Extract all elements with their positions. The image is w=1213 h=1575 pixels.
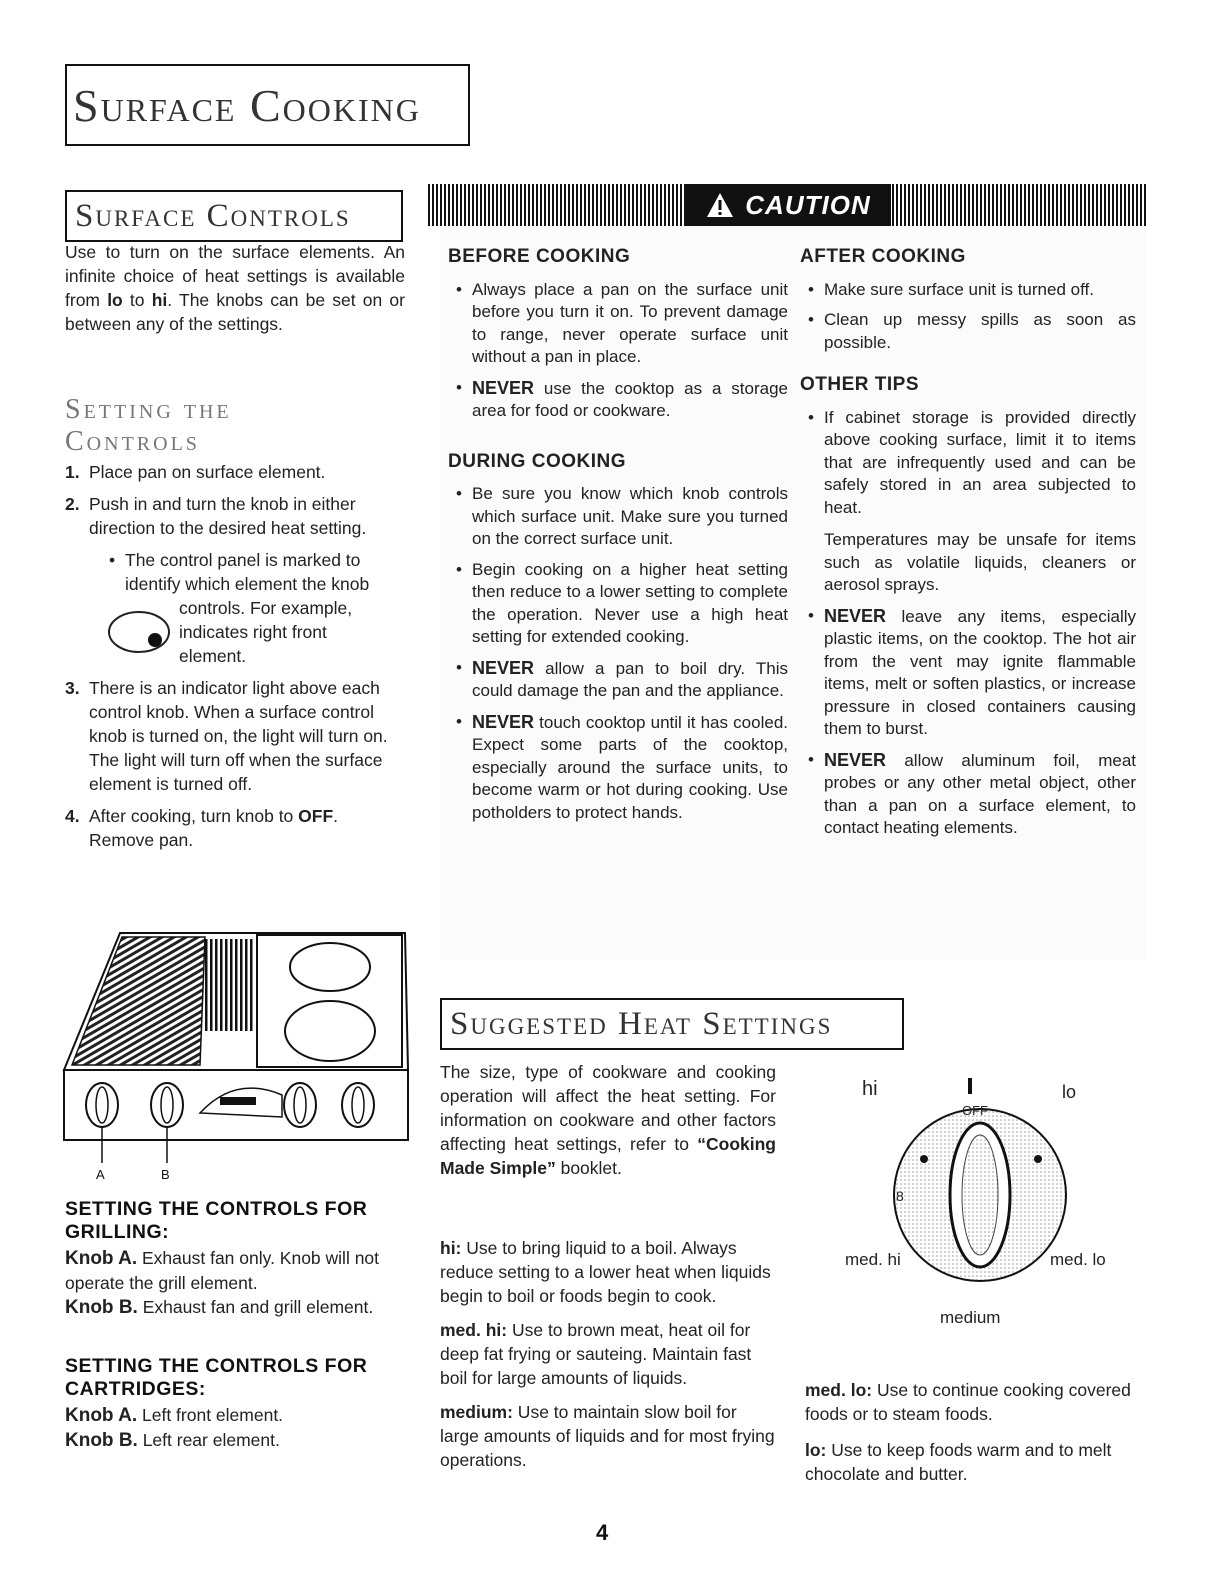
- dial-off-mark: [968, 1078, 972, 1094]
- caution-banner: CAUTION: [428, 184, 1148, 226]
- page-number: 4: [596, 1520, 609, 1545]
- dial-label-med-lo: med. lo: [1050, 1250, 1106, 1269]
- sub-bullet: • The control panel is marked to identify which element the knob controls. For example, indicates right front element.: [109, 548, 405, 668]
- vent-grille: [205, 939, 255, 1031]
- surface-controls-intro: Use to turn on the surface elements. An infinite choice of heat settings is available from lo to hi. The knobs can be set on or between any of the settings.: [65, 242, 405, 334]
- heat-settings-descriptions-right: med. lo: Use to continue cooking covered foods or to steam foods. lo: Use to keep foods warm and to melt chocolate and butter.: [805, 1380, 1131, 1484]
- heat-settings-intro: The size, type of cookware and cooking operation will affect the heat setting. For information on cookware and other factors affecting heat settings, refer to “Cooking Made Simple” booklet.: [440, 1062, 776, 1178]
- knob-a: [86, 1083, 118, 1127]
- caution-item: • NEVER leave any items, especially plastic items, on the cooktop. The hot air from the vent may ignite flammable items, melt or soften plastics, or increase pressure in closed containers causing them to burst.: [800, 605, 1136, 741]
- caution-item: • Clean up messy spills as soon as possible.: [800, 309, 1136, 354]
- dial-label-off: OFF: [962, 1103, 988, 1118]
- warning-triangle-icon: [705, 191, 735, 219]
- caution-right-column: AFTER COOKING • Make sure surface unit is turned off. • Clean up messy spills as soon as possible. OTHER TIPS • If cabinet storage is provided directly above cooking surface, limit it to items that are infrequently used and can be safely stored in an area subjected to heat. Temperatures may be unsafe for items such as volatile liquids, cleaners or aerosol sprays. • NEVER leave any items, especially plastic items, on the cooktop. The hot air from the vent may ignite flammable items, melt or soften plastics, or increase pressure in closed containers causing them to burst. • NEVER allow aluminum foil, meat probes or any other metal object, other than a pan on a surface element, to contact heating elements.: [800, 246, 1136, 848]
- page-title: Surface Cooking: [65, 64, 470, 146]
- dial-mark-8: 8: [896, 1188, 904, 1204]
- heat-settings-descriptions: hi: Use to bring liquid to a boil. Always reduce setting to a lower heat when liquids begin to boil or foods begin to cook. med. hi: Use to brown meat, heat oil for deep fat frying or sauteing. Maintain fast boil for large amounts of liquids. medium: Use to maintain slow boil for large amounts of liquids and for most frying operations.: [440, 1238, 775, 1470]
- surface-controls-title: Surface Controls: [65, 190, 403, 242]
- heat-settings-title: Suggested Heat Settings: [440, 998, 904, 1050]
- setting-steps: [65, 460, 405, 860]
- caution-item: • NEVER touch cooktop until it has cooled. Expect some parts of the cooktop, especially around the surface units, to become warm or hot during cooking. Use potholders to protect hands.: [448, 711, 788, 825]
- dial-label-hi: hi: [862, 1078, 878, 1100]
- diagram-label-a: A: [96, 1167, 105, 1182]
- caution-item: • If cabinet storage is provided directly above cooking surface, limit it to items that are infrequently used and can be safely stored in an area subjected to heat. Temperatures may be unsafe for items such as volatile liquids, cleaners or aerosol sprays.: [800, 407, 1136, 597]
- caution-item: • Make sure surface unit is turned off.: [800, 279, 1136, 302]
- cartridges-section: SETTING THE CONTROLS FOR CARTRIDGES: Knob A. Left front element. Knob B. Left rear element.: [65, 1355, 368, 1451]
- step-item: 4. After cooking, turn knob to OFF. Remove pan.: [65, 806, 339, 850]
- caution-item: • NEVER allow a pan to boil dry. This could damage the pan and the appliance.: [448, 657, 788, 703]
- knob-c: [284, 1083, 316, 1127]
- right-front-element-symbol-icon: [105, 598, 173, 666]
- caution-item: • NEVER allow aluminum foil, meat probes or any other metal object, other than a pan on a surface element, to contact heating elements.: [800, 749, 1136, 840]
- dial-label-lo: lo: [1062, 1082, 1077, 1102]
- grilling-section: SETTING THE CONTROLS FOR GRILLING: Knob A. Exhaust fan only. Knob will not operate the grill element. Knob B. Exhaust fan and grill element.: [65, 1198, 380, 1318]
- caution-item: • Always place a pan on the surface unit before you turn it on. To prevent damage to range, never operate surface unit without a pan in place.: [448, 279, 788, 369]
- right-rear-element: [290, 943, 370, 991]
- right-front-element: [285, 1001, 375, 1061]
- setting-controls-heading: Setting the Controls: [65, 394, 232, 457]
- step-item: 3. There is an indicator light above each control knob. When a surface control knob is turned on, the light will turn on. The light will turn off when the surface element is turned off.: [65, 678, 388, 794]
- dial-label-medium: medium: [940, 1308, 1001, 1327]
- step-item: 1. Place pan on surface element.: [65, 462, 326, 482]
- knob-d: [342, 1083, 374, 1127]
- cooktop-diagram: [60, 925, 412, 1175]
- dial-label-med-hi: med. hi: [845, 1250, 901, 1269]
- knob-b: [151, 1083, 183, 1127]
- caution-item: • Begin cooking on a higher heat setting then reduce to a lower setting to complete the operation. Never use a high heat setting for extended cooking.: [448, 559, 788, 649]
- caution-item: • Be sure you know which knob controls which surface unit. Make sure you turned on the correct surface unit.: [448, 483, 788, 551]
- caution-item: • NEVER use the cooktop as a storage area for food or cookware.: [448, 377, 788, 423]
- caution-left-column: BEFORE COOKING • Always place a pan on the surface unit before you turn it on. To prevent damage to range, never operate surface unit without a pan in place. • NEVER use the cooktop as a storage area for food or cookware. DURING COOKING • Be sure you know which knob controls which surface unit. Make sure you turned on the correct surface unit. • Begin cooking on a higher heat setting then reduce to a lower setting to complete the operation. Never use a high heat setting for extended cooking. • NEVER allow a pan to boil dry. This could damage the pan and the appliance. • NEVER touch cooktop until it has cooled. Expect some parts of the cooktop, especially around the surface units, to become warm or hot during cooking. Use potholders to protect hands.: [448, 246, 788, 832]
- step-item: 2. Push in and turn the knob in either direction to the desired heat setting. • The control panel is marked to identify which element the knob controls. For example, indicates right front element.: [65, 492, 405, 668]
- diagram-label-b: B: [161, 1167, 170, 1182]
